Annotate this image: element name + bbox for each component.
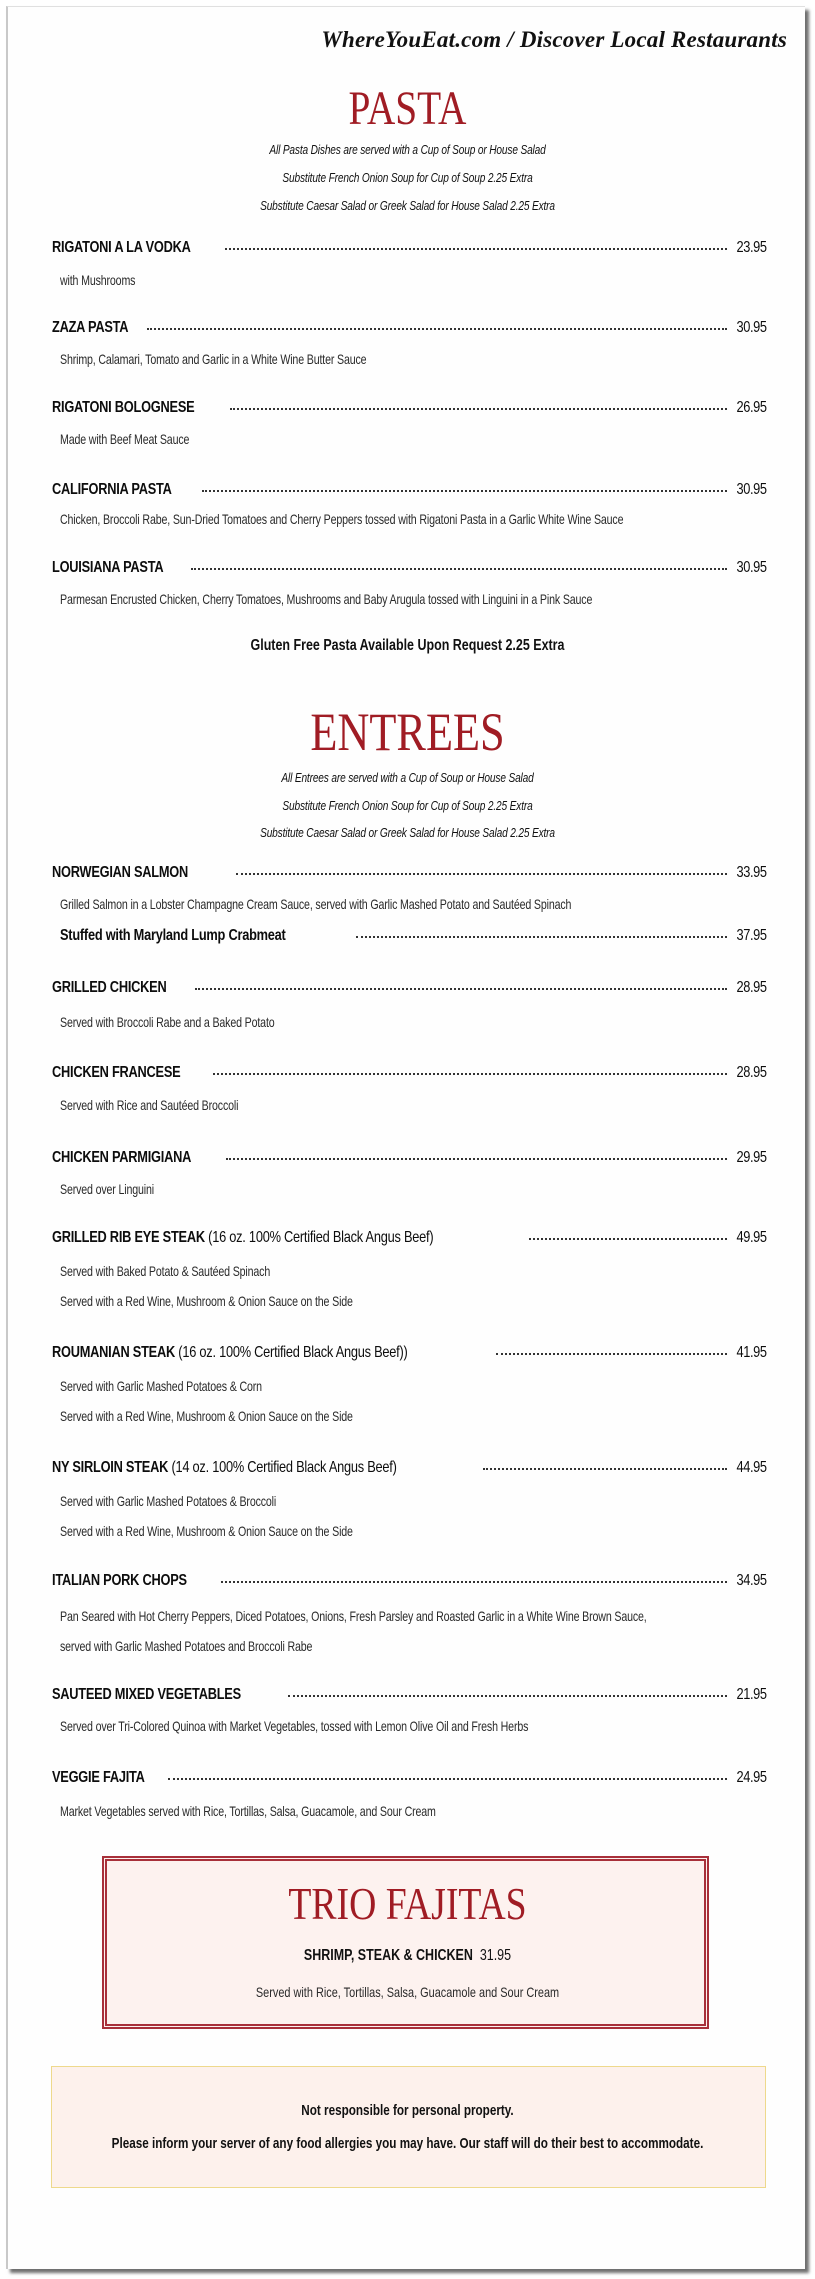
menu-item-name [52, 1344, 408, 1362]
menu-item-name: Stuffed with Maryland Lump Crabmeat [60, 927, 286, 944]
dot-leader [226, 1158, 728, 1160]
dot-leader [147, 328, 727, 330]
menu-item-price: 24.95 [736, 1769, 767, 1786]
menu-item-name: RIGATONI BOLOGNESE [52, 399, 195, 416]
menu-item-name-main: ROUMANIAN STEAK [52, 1344, 175, 1361]
menu-item-name: CALIFORNIA PASTA [52, 481, 172, 498]
menu-item-description: Served with Garlic Mashed Potatoes & Broccoli [60, 1493, 277, 1509]
menu-item-row [52, 1769, 767, 1791]
entrees-section-title: ENTREES [310, 702, 505, 762]
menu-item-name: LOUISIANA PASTA [52, 559, 164, 576]
dot-leader [288, 1695, 727, 1697]
menu-item-name: ITALIAN PORK CHOPS [52, 1572, 187, 1589]
dot-leader [236, 873, 727, 875]
dot-leader [191, 568, 727, 570]
menu-item-price: 29.95 [736, 1149, 767, 1166]
menu-item-row [52, 319, 767, 341]
menu-item-price: 37.95 [736, 927, 767, 944]
pasta-note: Substitute French Onion Soup for Cup of Soup 2.25 Extra [282, 170, 533, 185]
menu-item-name: VEGGIE FAJITA [52, 1769, 145, 1786]
menu-item-description: Parmesan Encrusted Chicken, Cherry Tomatoes, Mushrooms and Baby Arugula tossed with Linguini in a Pink Sauce [60, 591, 593, 607]
site-header-title: WhereYouEat.com / Discover Local Restaurants [321, 27, 787, 52]
menu-item-price: 44.95 [736, 1459, 767, 1476]
menu-item-row [52, 864, 767, 886]
menu-item-row [52, 399, 767, 421]
dot-leader [496, 1353, 727, 1355]
menu-item-name-main: NY SIRLOIN STEAK [52, 1459, 169, 1476]
menu-item-description: Served with a Red Wine, Mushroom & Onion Sauce on the Side [60, 1523, 353, 1539]
menu-item-price: 23.95 [736, 239, 767, 256]
menu-item-name-detail: (16 oz. 100% Certified Black Angus Beef) [204, 1229, 434, 1246]
menu-item-price: 30.95 [736, 319, 767, 336]
dot-leader [221, 1581, 728, 1583]
menu-item-row [52, 559, 767, 581]
menu-item-name: CHICKEN FRANCESE [52, 1064, 181, 1081]
menu-item-name: RIGATONI A LA VODKA [52, 239, 191, 256]
menu-item-price: 26.95 [736, 399, 767, 416]
menu-item-row [52, 1459, 767, 1481]
menu-item-description: Served over Tri-Colored Quinoa with Market Vegetables, tossed with Lemon Olive Oil and Fresh Herbs [60, 1718, 529, 1734]
menu-item-name-detail: (14 oz. 100% Certified Black Angus Beef) [168, 1459, 397, 1476]
menu-item-price: 49.95 [736, 1229, 767, 1246]
menu-item-price: 21.95 [736, 1686, 767, 1703]
menu-item-description: Served over Linguini [60, 1181, 154, 1197]
entrees-note: All Entrees are served with a Cup of Soup or House Salad [281, 770, 534, 785]
dot-leader [225, 248, 727, 250]
menu-item-price: 30.95 [736, 481, 767, 498]
menu-item-name [52, 1459, 397, 1477]
gluten-free-note: Gluten Free Pasta Available Upon Request 2.25 Extra [250, 637, 565, 654]
menu-item-row [52, 979, 767, 1001]
menu-item-description: Served with a Red Wine, Mushroom & Onion Sauce on the Side [60, 1293, 353, 1309]
menu-item-price: 28.95 [736, 1064, 767, 1081]
disclaimer-box [51, 2066, 766, 2188]
menu-item-row [52, 481, 767, 503]
dot-leader [230, 408, 727, 410]
menu-item-description: Served with Baked Potato & Sautéed Spinach [60, 1263, 271, 1279]
dot-leader [356, 936, 727, 938]
disclaimer-line: Please inform your server of any food allergies you may have. Our staff will do their best to accommodate. [111, 2135, 704, 2152]
menu-item-description: Made with Beef Meat Sauce [60, 431, 190, 447]
menu-item-row [52, 1229, 767, 1251]
menu-item-description: Chicken, Broccoli Rabe, Sun-Dried Tomatoes and Cherry Peppers tossed with Rigatoni Pasta in a Garlic White Wine Sauce [60, 511, 624, 527]
disclaimer-line: Not responsible for personal property. [301, 2102, 514, 2119]
dot-leader [213, 1073, 728, 1075]
trio-fajitas-price: 31.95 [479, 1947, 512, 1964]
menu-item-description: Served with a Red Wine, Mushroom & Onion Sauce on the Side [60, 1408, 353, 1424]
menu-item-row [52, 1572, 767, 1594]
menu-item-row [60, 927, 767, 949]
menu-item-price: 33.95 [736, 864, 767, 881]
menu-item-description: Shrimp, Calamari, Tomato and Garlic in a White Wine Butter Sauce [60, 351, 367, 367]
menu-item-row [52, 1064, 767, 1086]
menu-item-row [52, 1149, 767, 1171]
menu-item-name: ZAZA PASTA [52, 319, 129, 336]
trio-fajitas-proteins: SHRIMP, STEAK & CHICKEN [303, 1947, 473, 1964]
pasta-note: Substitute Caesar Salad or Greek Salad for House Salad 2.25 Extra [260, 198, 555, 213]
menu-item-price: 30.95 [736, 559, 767, 576]
menu-item-description: Market Vegetables served with Rice, Tortillas, Salsa, Guacamole, and Sour Cream [60, 1803, 436, 1819]
menu-item-description: served with Garlic Mashed Potatoes and Broccoli Rabe [60, 1638, 313, 1654]
menu-item-description: Served with Garlic Mashed Potatoes & Corn [60, 1378, 262, 1394]
entrees-note: Substitute French Onion Soup for Cup of Soup 2.25 Extra [282, 798, 533, 813]
trio-fajitas-subtitle [90, 1947, 726, 1965]
menu-item-name [52, 1229, 433, 1247]
menu-item-name-main: GRILLED RIB EYE STEAK [52, 1229, 205, 1246]
dot-leader [483, 1468, 728, 1470]
menu-item-price: 28.95 [736, 979, 767, 996]
menu-item-description: Grilled Salmon in a Lobster Champagne Cream Sauce, served with Garlic Mashed Potato and Sautéed Spinach [60, 896, 572, 912]
menu-item-row [52, 239, 767, 261]
dot-leader [195, 988, 727, 990]
entrees-note: Substitute Caesar Salad or Greek Salad for House Salad 2.25 Extra [260, 825, 555, 840]
menu-item-description: Served with Rice and Sautéed Broccoli [60, 1097, 239, 1113]
dot-leader [529, 1238, 728, 1240]
trio-fajitas-title: TRIO FAJITAS [288, 1878, 527, 1929]
menu-item-name: SAUTEED MIXED VEGETABLES [52, 1686, 241, 1703]
menu-item-description: with Mushrooms [60, 272, 136, 288]
menu-item-row [52, 1686, 767, 1708]
menu-item-price: 34.95 [736, 1572, 767, 1589]
menu-item-price: 41.95 [736, 1344, 767, 1361]
menu-item-name: GRILLED CHICKEN [52, 979, 167, 996]
pasta-note: All Pasta Dishes are served with a Cup of Soup or House Salad [269, 142, 546, 157]
dot-leader [168, 1778, 728, 1780]
dot-leader [202, 490, 728, 492]
menu-item-description: Served with Broccoli Rabe and a Baked Potato [60, 1014, 275, 1030]
pasta-section-title: PASTA [348, 82, 467, 135]
menu-item-row [52, 1344, 767, 1366]
menu-item-name: NORWEGIAN SALMON [52, 864, 189, 881]
menu-item-name-detail: (16 oz. 100% Certified Black Angus Beef)) [174, 1344, 408, 1361]
menu-item-description: Pan Seared with Hot Cherry Peppers, Diced Potatoes, Onions, Fresh Parsley and Roasted Garlic in a White Wine Brown Sauce, [60, 1608, 647, 1624]
menu-item-name: CHICKEN PARMIGIANA [52, 1149, 192, 1166]
trio-fajitas-description: Served with Rice, Tortillas, Salsa, Guacamole and Sour Cream [255, 1984, 560, 2000]
